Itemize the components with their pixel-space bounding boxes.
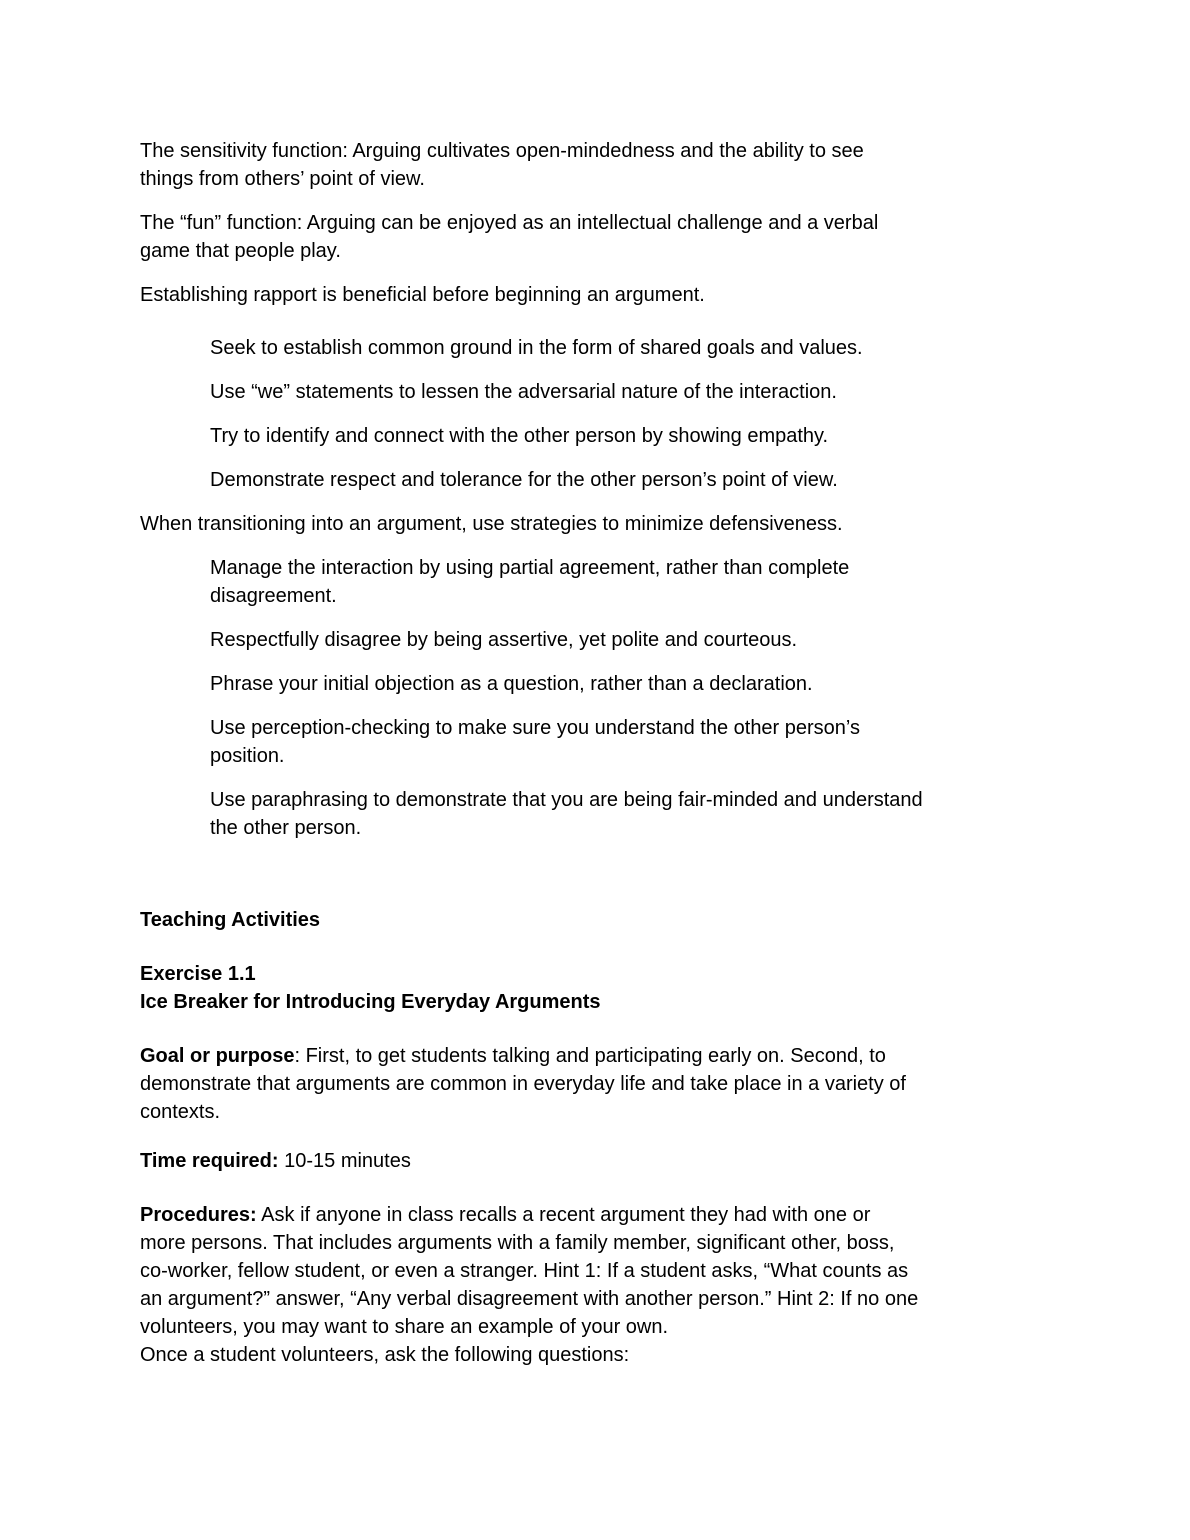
text-run: Establishing rapport is beneficial before beginning an argument. xyxy=(140,284,705,306)
text-run: Use “we” statements to lessen the adversarial nature of the interaction. xyxy=(210,381,837,403)
list-item-seek-common-ground xyxy=(210,334,1100,362)
paragraph-time-required xyxy=(140,1147,1100,1175)
text-run-bold: Exercise 1.1 Ice Breaker for Introducing Everyday Arguments xyxy=(140,963,601,1013)
text-run: Use perception-checking to make sure you understand the other person’s position. xyxy=(210,717,861,767)
text-run-bold: Time required: xyxy=(140,1150,279,1172)
text-run: 10-15 minutes xyxy=(278,1150,411,1172)
text-run: Ask if anyone in class recalls a recent argument they had with one or more persons. That includes arguments with a family member, significant other, boss, co-worker, fellow student, or even a stranger. Hint 1: If a student asks, “What counts as an argument?” answer, “Any verbal disagreement with another person.” Hint 2: If no one volunteers, you may want to share an example of your own. xyxy=(140,1204,919,1338)
text-run: The “fun” function: Arguing can be enjoyed as an intellectual challenge and a verbal game that people play. xyxy=(140,212,879,262)
list-item-phrase-objection xyxy=(210,670,1100,698)
paragraph-goal-or-purpose xyxy=(140,1042,1100,1126)
text-run: Demonstrate respect and tolerance for the other person’s point of view. xyxy=(210,469,838,491)
text-run: When transitioning into an argument, use strategies to minimize defensiveness. xyxy=(140,513,843,535)
paragraph-fun-function xyxy=(140,209,1100,265)
text-run-bold: Procedures: xyxy=(140,1204,257,1226)
list-item-respectfully-disagree xyxy=(210,626,1100,654)
paragraph-transitioning xyxy=(140,510,1100,538)
paragraph-procedures xyxy=(140,1201,1100,1341)
text-run: Use paraphrasing to demonstrate that you are being fair-minded and understand the other person. xyxy=(210,789,923,839)
text-run: The sensitivity function: Arguing cultivates open-mindedness and the ability to see things from others’ point of view. xyxy=(140,140,864,190)
heading-teaching-activities xyxy=(140,906,1100,934)
list-item-demonstrate-respect xyxy=(210,466,1100,494)
text-run: Manage the interaction by using partial agreement, rather than complete disagreement. xyxy=(210,557,850,607)
document-body xyxy=(140,137,1100,1369)
list-item-perception-checking xyxy=(210,714,1100,770)
text-run-bold: Teaching Activities xyxy=(140,909,321,931)
text-run: Once a student volunteers, ask the following questions: xyxy=(140,1344,630,1366)
heading-exercise-1-1 xyxy=(140,960,1100,1016)
text-run: Respectfully disagree by being assertive, yet polite and courteous. xyxy=(210,629,798,651)
text-run-bold: Goal or purpose xyxy=(140,1045,295,1067)
list-item-show-empathy xyxy=(210,422,1100,450)
list-item-paraphrasing xyxy=(210,786,1100,842)
text-run: : First, to get students talking and participating early on. Second, to demonstrate that arguments are common in everyday life and take place in a variety of contexts. xyxy=(140,1045,906,1123)
paragraph-sensitivity-function xyxy=(140,137,1100,193)
list-item-we-statements xyxy=(210,378,1100,406)
paragraph-establishing-rapport xyxy=(140,281,1100,309)
paragraph-once-a-student-volunteers xyxy=(140,1341,1100,1369)
text-run: Phrase your initial objection as a question, rather than a declaration. xyxy=(210,673,813,695)
text-run: Try to identify and connect with the other person by showing empathy. xyxy=(210,425,829,447)
text-run: Seek to establish common ground in the form of shared goals and values. xyxy=(210,337,863,359)
list-item-partial-agreement xyxy=(210,554,1100,610)
